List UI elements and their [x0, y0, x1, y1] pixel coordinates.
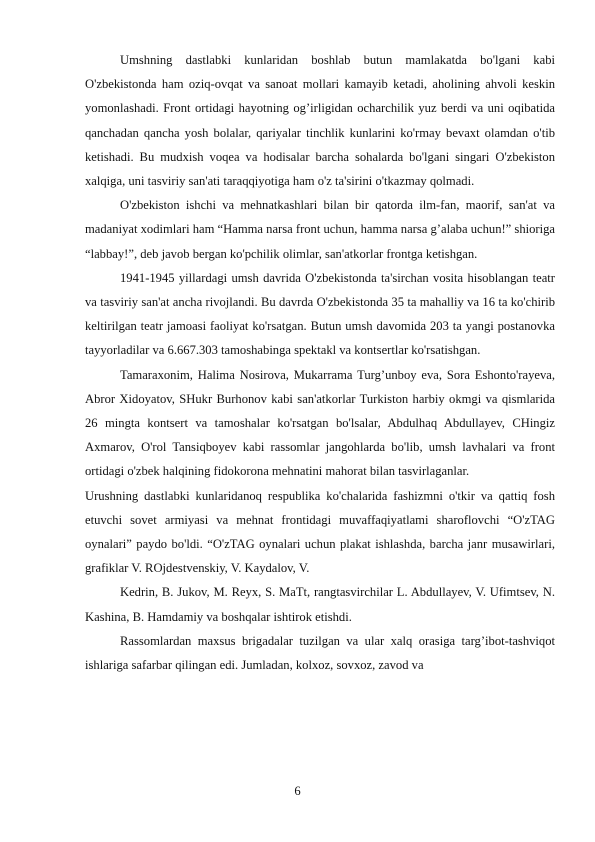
paragraph-6: Kedrin, B. Jukov, M. Reyx, S. MaTt, rangtasvirchilar L. Abdullayev, V. Ufimtsev, N. Kashina, B. Hamdamiy va boshqalar ishtirok etishdi.: [85, 585, 555, 624]
paragraph-5: Urushning dastlabki kunlaridanoq respublika ko'chalarida fashizmni o'tkir va qattiq fosh etuvchi sovet armiyasi va mehnat frontidagi muvaffaqiyatlami sharoflovchi “O'zTAG oynalari” paydo bo'ldi. “O'zTAG oynalari uchun plakat ishlashda, barcha janr musawirlari, grafiklar V. ROjdestvenskiy, V. Kaydalov, V.: [85, 488, 555, 576]
page-number: 6: [294, 784, 301, 798]
paragraph-7: Rassomlardan maxsus brigadalar tuzilgan va ular xalq orasiga targ’ibot-tashviqot ishlariga safarbar qilingan edi. Jumladan, kolxoz, sovxoz, zavod va: [85, 633, 555, 673]
paragraph-3: 1941-1945 yillardagi umsh davrida O'zbekistonda ta'sirchan vosita hisoblangan teatr va tasviriy san'at ancha rivojlandi. Bu davrda O'zbekistonda 35 ta mahalliy va 16 ta ko'chirib keltirilgan teatr jamoasi faoliyat ko'rsatgan. Butun umsh davomida 203 ta yangi postanovka tayyorladilar va 6.667.303 tamoshabinga spektakl va kontsertlar ko'rsatishgan.: [85, 270, 555, 358]
paragraph-4: Tamaraxonim, Halima Nosirova, Mukarrama Turg’unboy eva, Sora Eshonto'rayeva, Abror Xidoyatov, SHukr Burhonov kabi san'atkorlar Turkiston harbiy okmgi va qismlarida 26 mingta kontsert va tamoshalar ko'rsatgan bo'lsalar, Abdulhaq Abdullayev, CHingiz Axmarov, O'rol Tansiqboyev kabi rassomlar jangohlarda bo'lib, umsh lavhalari va front ortidagi o'zbek halqining fidokorona mehnatini mahorat bilan tasvirlaganlar.: [85, 367, 555, 479]
paragraph-1: Umshning dastlabki kunlaridan boshlab butun mamlakatda bo'lgani kabi O'zbekistonda ham oziq-ovqat va sanoat mollari kamayib ketadi, aholining ahvoli keskin yomonlashadi. Front ortidagi hayotning og’irligidan ocharchilik yuz berdi va uni oqibatida qanchadan qancha yosh bolalar, qariyalar tinchlik kunlarini ko'rmay bevaxt olamdan o'tib ketishadi. Bu mudxish voqea va hodisalar barcha sohalarda bo'lgani singari O'zbekiston xalqiga, uni tasviriy san'ati taraqqiyotiga ham o'z ta'sirini o'tkazmay qolmadi.: [85, 53, 555, 189]
paragraph-2: O'zbekiston ishchi va mehnatkashlari bilan bir qatorda ilm-fan, maorif, san'at va madaniyat xodimlari ham “Hamma narsa front uchun, hamma narsa g’alaba uchun!” shioriga “labbay!”, deb javob bergan ko'pchilik olimlar, san'atkorlar frontga ketishgan.: [85, 198, 555, 261]
document-page: [85, 48, 555, 677]
